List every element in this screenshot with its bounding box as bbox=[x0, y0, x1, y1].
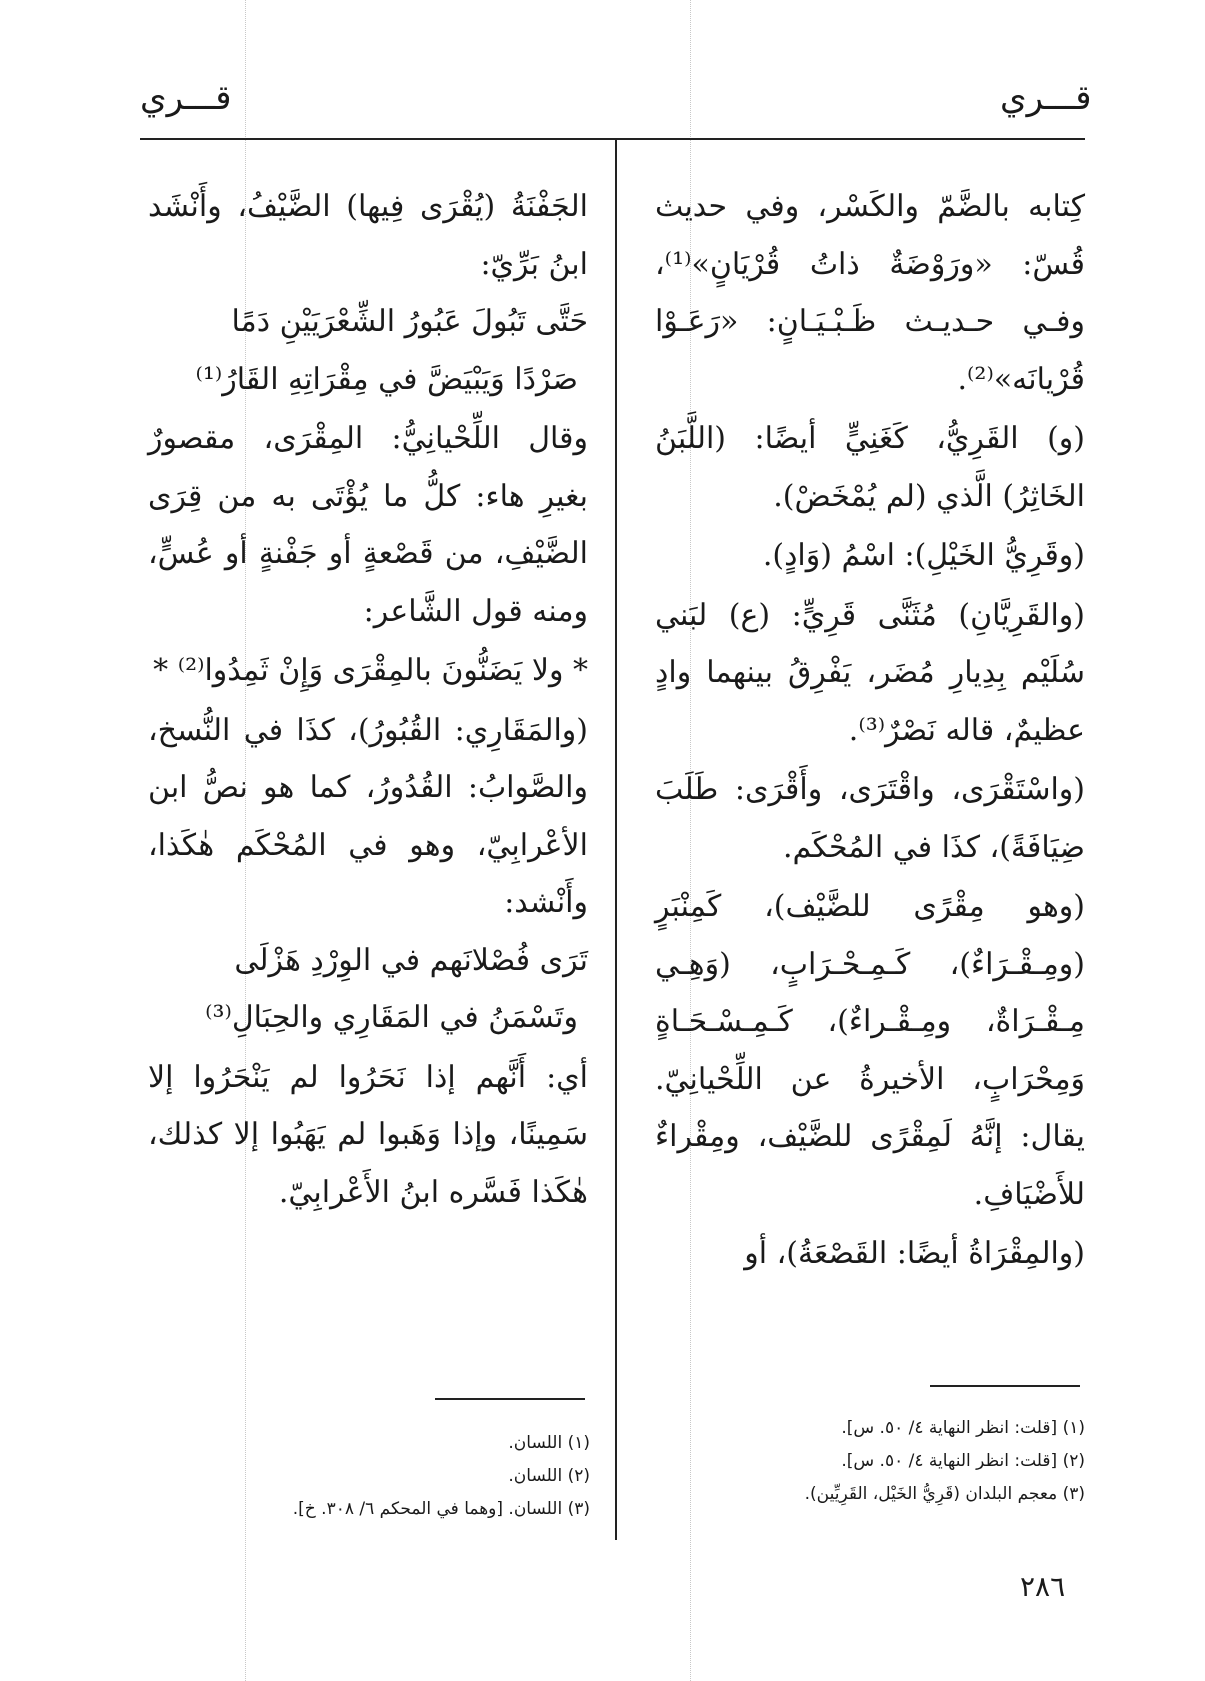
footnote: (١) [قلت: انظر النهاية ٤/ ٥٠. س]. bbox=[841, 1418, 1085, 1438]
paragraph: (والمِقْرَاةُ أيضًا: القَصْعَةُ)، أو bbox=[744, 1236, 1085, 1271]
running-header-right: قـــري bbox=[1000, 78, 1092, 118]
paragraph: (واسْتَقْرَى، واقْتَرَى، وأَقْرَى: طَلَبَ ضِيَافَةً)، كذَا في المُحْكَم. bbox=[655, 772, 1085, 865]
footnote-rule bbox=[930, 1385, 1080, 1387]
footnote: (٣) معجم البلدان (قَرِيُّ الخَيْل، القَرِيِّين). bbox=[804, 1484, 1085, 1504]
verse-line: صَرْدًا وَيَبْيَضَّ في مِقْرَاتِهِ القَارُ⁽¹⁾ bbox=[195, 361, 578, 397]
footnote: (٢) [قلت: انظر النهاية ٤/ ٥٠. س]. bbox=[841, 1451, 1085, 1471]
right-column bbox=[655, 178, 1085, 1283]
left-column bbox=[148, 178, 588, 1221]
paragraph: الجَفْنَةُ (يُقْرَى فِيها) الضَّيْفُ، وأَنْشَد ابنُ بَرِّيّ: bbox=[148, 189, 588, 282]
running-header-left: قـــري bbox=[140, 78, 232, 118]
paragraph: (والقَرِيَّانِ) مُثَنَّى قَرِيٍّ: (ع) لبَني سُلَيْم بِدِيارِ مُضَر، يَفْرِقُ بينهما وادٍ عظيمٌ، قاله نَصْرٌ⁽³⁾. bbox=[655, 597, 1085, 748]
column-divider bbox=[615, 140, 617, 1540]
paragraph: (وقَرِيُّ الخَيْلِ): اسْمُ (وَادٍ). bbox=[762, 538, 1085, 573]
page-number: ٢٨٦ bbox=[1020, 1570, 1066, 1603]
paragraph: (والمَقَارِي: القُبُورُ)، كذَا في النُّسخ، والصَّوابُ: القُدُورُ، كما هو نصُّ ابن الأعْرابِيّ، وهو في المُحْكَم هٰكَذا، وأَنْشد: bbox=[148, 712, 588, 920]
verse-line: * ولا يَضَنُّونَ بالمِقْرَى وَإِنْ ثَمِدُوا⁽²⁾ * bbox=[153, 653, 588, 688]
footnotes-left bbox=[160, 1427, 590, 1526]
footnote: (١) اللسان. bbox=[508, 1433, 590, 1453]
paragraph: أي: أَنَّهم إذا نَحَرُوا لم يَنْحَرُوا إلا سَمِينًا، وإذا وَهَبوا لم يَهَبُوا إلا كذلك، هٰكَذا فَسَّره ابنُ الأَعْرابِيّ. bbox=[148, 1059, 588, 1210]
paragraph: (و) القَرِيُّ، كَغَنِيٍّ أيضًا: (اللَّبَنُ الخَاثِرُ) الَّذي (لم يُمْخَضْ). bbox=[655, 421, 1085, 514]
footnote: (٢) اللسان. bbox=[508, 1466, 590, 1486]
footnote: (٣) اللسان. [وهما في المحكم ٦/ ٣٠٨. خ]. bbox=[292, 1499, 590, 1519]
paragraph: وقال اللِّحْيانِيُّ: المِقْرَى، مقصورٌ بغيرِ هاء: كلُّ ما يُؤْتَى به من قِرَى الضَّيْفِ، من قَصْعةٍ أو جَفْنةٍ أو عُسٍّ، ومنه قول الشَّاعر: bbox=[148, 421, 588, 629]
paragraph: (وهو مِقْرًى للضَّيْف)، كَمِنْبَرٍ (ومِـقْـرَاءٌ)، كَـمِـحْـرَابٍ، (وَهِـي مِـقْـرَاةٌ، ومِـقْـراءٌ)، كَـمِـسْـحَـاةٍ وَمِحْرَابٍ، الأخيرةُ عن اللِّحْيانِيّ. يقال: إنَّهُ لَمِقْرًى للضَّيْف، ومِقْراءٌ للأَضْيَافِ. bbox=[655, 889, 1085, 1212]
verse-line: وتَسْمَنُ في المَقَارِي والحِبَالِ⁽³⁾ bbox=[205, 1000, 578, 1035]
footnotes-right bbox=[705, 1412, 1085, 1511]
paragraph: كِتابه بالضَّمّ والكَسْر، وفي حديث قُسّ: «ورَوْضَةٌ ذاتُ قُرْيَانٍ»⁽¹⁾، وفـي حـديـث ظَـبْـيَـانٍ: «رَعَـوْا قُرْيانَه»⁽²⁾. bbox=[655, 189, 1085, 397]
verse-line: تَرَى فُصْلانَهم في الوِرْدِ هَزْلَى bbox=[234, 942, 588, 978]
header-rule bbox=[140, 138, 1085, 140]
verse-line: حَتَّى تَبُولَ عَبُورُ الشِّعْرَيَيْنِ دَمًا bbox=[231, 304, 588, 339]
footnote-rule bbox=[435, 1398, 585, 1400]
